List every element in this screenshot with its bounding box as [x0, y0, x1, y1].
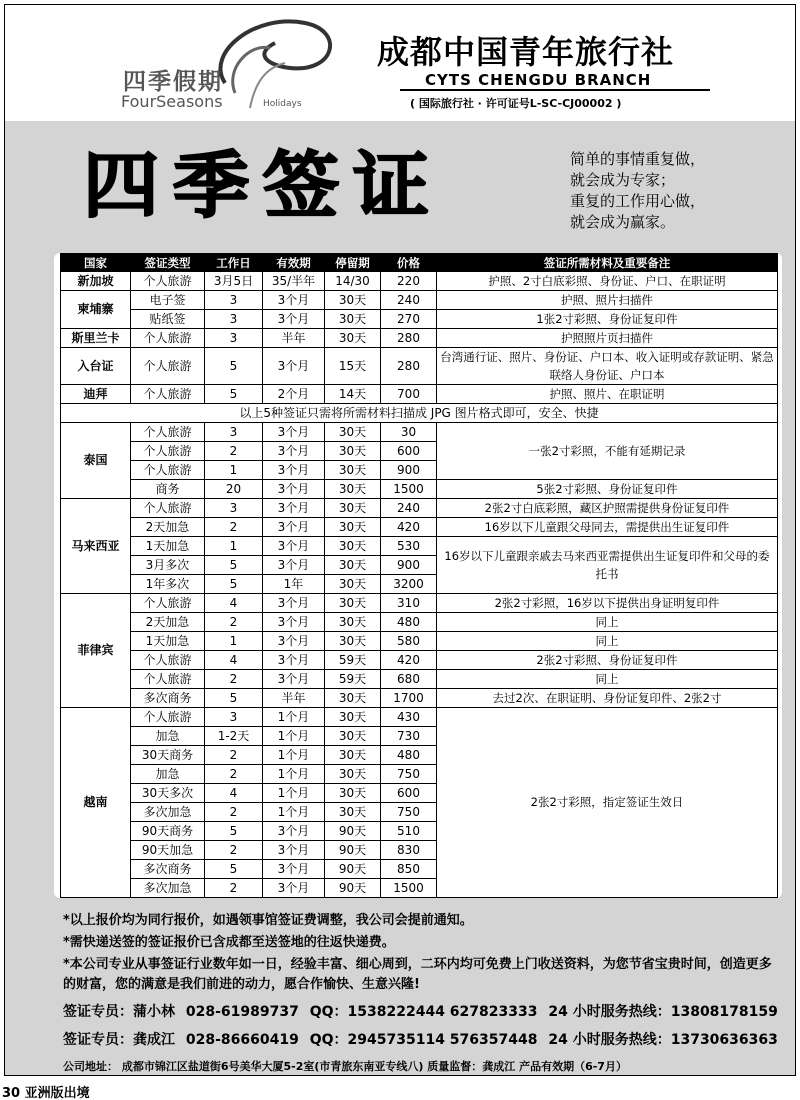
note-cell: 护照、照片扫描件	[437, 291, 778, 310]
company-name-cn: 成都中国青年旅行社	[377, 33, 675, 71]
table-cell: 310	[381, 594, 437, 613]
table-cell: 3	[205, 423, 263, 442]
note-line: *本公司专业从事签证行业数年如一日，经验丰富、细心周到，二环内均可免费上门收送资料，为您节省宝贵时间，创造更多的财富，您的满意是我们前进的动力，愿合作愉快、生意兴隆!	[63, 957, 772, 992]
column-header: 工作日	[205, 254, 263, 272]
table-cell: 240	[381, 499, 437, 518]
table-cell: 750	[381, 765, 437, 784]
table-cell: 420	[381, 518, 437, 537]
table-cell: 2	[205, 518, 263, 537]
table-cell: 1-2天	[205, 727, 263, 746]
table-cell: 530	[381, 537, 437, 556]
country-cell: 菲律宾	[61, 594, 131, 708]
table-cell: 240	[381, 291, 437, 310]
slogan-line: 重复的工作用心做，	[570, 192, 706, 210]
table-cell: 3个月	[263, 651, 325, 670]
table-cell: 1天加急	[131, 537, 205, 556]
table-cell: 1500	[381, 480, 437, 499]
table-cell: 30天	[325, 727, 381, 746]
table-cell: 30天	[325, 613, 381, 632]
table-cell: 1天加急	[131, 632, 205, 651]
table-cell: 90天	[325, 841, 381, 860]
table-cell: 750	[381, 803, 437, 822]
column-header: 停留期	[325, 254, 381, 272]
note-cell: 2张2寸白底彩照，藏区护照需提供身份证复印件	[437, 499, 778, 518]
table-cell: 1个月	[263, 784, 325, 803]
table-cell: 30天	[325, 689, 381, 708]
table-row	[61, 385, 778, 404]
table-cell: 个人旅游	[131, 461, 205, 480]
table-row	[61, 613, 778, 632]
table-cell: 3个月	[263, 594, 325, 613]
table-cell: 280	[381, 348, 437, 385]
table-row	[61, 310, 778, 329]
table-cell: 个人旅游	[131, 423, 205, 442]
table-cell: 5	[205, 556, 263, 575]
slogan-line: 就会成为赢家。	[570, 213, 676, 231]
table-cell: 3个月	[263, 556, 325, 575]
table-cell: 3个月	[263, 442, 325, 461]
contact-hotline: 24 小时服务热线：13808178159	[548, 1004, 778, 1020]
table-cell: 30天	[325, 575, 381, 594]
slogan	[570, 149, 705, 233]
table-cell: 3个月	[263, 518, 325, 537]
table-cell: 2	[205, 442, 263, 461]
table-cell: 30天多次	[131, 784, 205, 803]
table-cell: 30天	[325, 480, 381, 499]
table-cell: 2	[205, 879, 263, 898]
table-cell: 1个月	[263, 727, 325, 746]
table-cell: 个人旅游	[131, 708, 205, 727]
table-cell: 420	[381, 651, 437, 670]
table-cell: 3个月	[263, 291, 325, 310]
table-cell: 3个月	[263, 841, 325, 860]
table-cell: 480	[381, 746, 437, 765]
country-cell: 迪拜	[61, 385, 131, 404]
note-cell: 2张2寸彩照，指定签证生效日	[437, 708, 778, 898]
table-cell: 20	[205, 480, 263, 499]
table-cell: 个人旅游	[131, 594, 205, 613]
contact-phone: 028-61989737	[185, 1004, 299, 1020]
table-row	[61, 499, 778, 518]
table-row	[61, 480, 778, 499]
table-cell: 3个月	[263, 537, 325, 556]
table-cell: 5	[205, 575, 263, 594]
table-cell: 900	[381, 556, 437, 575]
table-cell: 30天	[325, 461, 381, 480]
table-cell: 730	[381, 727, 437, 746]
table-cell: 3个月	[263, 310, 325, 329]
note-cell: 护照、2寸白底彩照、身份证、户口、在职证明	[437, 272, 778, 291]
contacts	[63, 1001, 783, 1057]
table-cell: 2天加急	[131, 518, 205, 537]
table-cell: 半年	[263, 329, 325, 348]
column-header: 价格	[381, 254, 437, 272]
note-cell: 台湾通行证、照片、身份证、户口本、收入证明或存款证明、紧急联络人身份证、户口本	[437, 348, 778, 385]
table-header-row	[61, 254, 778, 272]
table-cell: 个人旅游	[131, 272, 205, 291]
note-cell: 一张2寸彩照，不能有延期记录	[437, 423, 778, 480]
table-cell: 2个月	[263, 385, 325, 404]
contact-row	[63, 1001, 783, 1029]
table-cell: 1年多次	[131, 575, 205, 594]
country-cell: 新加坡	[61, 272, 131, 291]
contact-hotline: 24 小时服务热线：13730636363	[548, 1032, 778, 1048]
table-cell: 2	[205, 670, 263, 689]
table-cell: 1	[205, 537, 263, 556]
scan-note: 以上5种签证只需将所需材料扫描成 JPG 图片格式即可，安全、快捷	[61, 404, 778, 423]
contact-qq: QQ：1538222444 627823333	[309, 1004, 538, 1020]
table-cell: 35/半年	[263, 272, 325, 291]
table-row	[61, 670, 778, 689]
table-cell: 510	[381, 822, 437, 841]
table-cell: 个人旅游	[131, 329, 205, 348]
note-cell: 16岁以下儿童跟亲戚去马来西亚需提供出生证复印件和父母的委托书	[437, 537, 778, 594]
table-row	[61, 348, 778, 385]
table-cell: 30天	[325, 746, 381, 765]
table-cell: 430	[381, 708, 437, 727]
table-cell: 30天	[325, 708, 381, 727]
header	[5, 5, 795, 121]
table-cell: 14天	[325, 385, 381, 404]
table-cell: 30天	[325, 765, 381, 784]
country-cell: 柬埔寨	[61, 291, 131, 329]
table-cell: 多次加急	[131, 803, 205, 822]
note-cell: 16岁以下儿童跟父母同去，需提供出生证复印件	[437, 518, 778, 537]
contact-phone: 028-86660419	[185, 1032, 299, 1048]
note-cell: 2张2寸彩照、身份证复印件	[437, 651, 778, 670]
table-cell: 3个月	[263, 480, 325, 499]
table-cell: 1个月	[263, 708, 325, 727]
table-row	[61, 272, 778, 291]
country-cell: 泰国	[61, 423, 131, 499]
table-cell: 3个月	[263, 461, 325, 480]
table-cell: 220	[381, 272, 437, 291]
table-cell: 5	[205, 689, 263, 708]
table-cell: 个人旅游	[131, 651, 205, 670]
table-cell: 3个月	[263, 348, 325, 385]
table-cell: 个人旅游	[131, 670, 205, 689]
slogan-line: 就会成为专家；	[570, 171, 676, 189]
table-cell: 30天	[325, 594, 381, 613]
table-cell: 3月多次	[131, 556, 205, 575]
table-cell: 90天	[325, 822, 381, 841]
table-cell: 30天	[325, 556, 381, 575]
column-header: 有效期	[263, 254, 325, 272]
table-row	[61, 518, 778, 537]
column-header: 签证所需材料及重要备注	[437, 254, 778, 272]
table-cell: 30天	[325, 291, 381, 310]
table-cell: 个人旅游	[131, 385, 205, 404]
table-cell: 30天商务	[131, 746, 205, 765]
note-cell: 同上	[437, 632, 778, 651]
table-cell: 个人旅游	[131, 499, 205, 518]
table-row	[61, 632, 778, 651]
table-cell: 3月5日	[205, 272, 263, 291]
contact-row	[63, 1029, 783, 1057]
table-cell: 电子签	[131, 291, 205, 310]
page-title: 四季签证	[83, 142, 443, 228]
country-cell: 斯里兰卡	[61, 329, 131, 348]
table-row	[61, 537, 778, 556]
note-cell: 去过2次、在职证明、身份证复印件、2张2寸	[437, 689, 778, 708]
table-cell: 600	[381, 442, 437, 461]
table-cell: 4	[205, 594, 263, 613]
table-cell: 480	[381, 613, 437, 632]
table-row	[61, 423, 778, 442]
table-cell: 个人旅游	[131, 348, 205, 385]
table-row	[61, 594, 778, 613]
column-header: 签证类型	[131, 254, 205, 272]
contact-name: 签证专员：龚成江	[63, 1032, 175, 1048]
table-cell: 5	[205, 348, 263, 385]
note-line: *需快递送签的签证报价已含成都至送签地的往返快递费。	[63, 935, 395, 950]
table-cell: 1	[205, 461, 263, 480]
table-cell: 15天	[325, 348, 381, 385]
table-cell: 14/30	[325, 272, 381, 291]
logo-chinese-text: 四季假期	[123, 69, 223, 95]
notes	[63, 911, 783, 997]
table-cell: 5	[205, 385, 263, 404]
table-cell: 30天	[325, 329, 381, 348]
table-cell: 2天加急	[131, 613, 205, 632]
table-cell: 270	[381, 310, 437, 329]
table-cell: 商务	[131, 480, 205, 499]
note-cell: 1张2寸彩照、身份证复印件	[437, 310, 778, 329]
table-cell: 600	[381, 784, 437, 803]
country-cell: 马来西亚	[61, 499, 131, 594]
table-cell: 30天	[325, 784, 381, 803]
table-cell: 30天	[325, 537, 381, 556]
table-cell: 3个月	[263, 613, 325, 632]
table-cell: 3	[205, 291, 263, 310]
table-row	[61, 651, 778, 670]
main-content	[5, 121, 795, 1075]
table-row	[61, 291, 778, 310]
table-cell: 30天	[325, 632, 381, 651]
table-cell: 1个月	[263, 765, 325, 784]
table-cell: 1700	[381, 689, 437, 708]
table-cell: 59天	[325, 670, 381, 689]
country-cell: 入台证	[61, 348, 131, 385]
table-cell: 半年	[263, 689, 325, 708]
divider	[400, 89, 710, 91]
table-cell: 1个月	[263, 803, 325, 822]
table-cell: 3个月	[263, 860, 325, 879]
visa-price-table	[60, 253, 778, 898]
table-cell: 680	[381, 670, 437, 689]
table-cell: 3个月	[263, 423, 325, 442]
table-cell: 900	[381, 461, 437, 480]
table-cell: 3	[205, 708, 263, 727]
table-cell: 1年	[263, 575, 325, 594]
table-cell: 30天	[325, 518, 381, 537]
table-cell: 850	[381, 860, 437, 879]
table-cell: 3个月	[263, 499, 325, 518]
note-cell: 5张2寸彩照、身份证复印件	[437, 480, 778, 499]
table-cell: 3个月	[263, 879, 325, 898]
table-cell: 580	[381, 632, 437, 651]
contact-qq: QQ：2945735114 576357448	[309, 1032, 538, 1048]
table-cell: 3个月	[263, 670, 325, 689]
table-cell: 700	[381, 385, 437, 404]
column-header: 国家	[61, 254, 131, 272]
table-cell: 830	[381, 841, 437, 860]
table-cell: 30天	[325, 310, 381, 329]
table-cell: 4	[205, 651, 263, 670]
table-cell: 90天	[325, 860, 381, 879]
table-row	[61, 329, 778, 348]
table-row	[61, 708, 778, 727]
table-cell: 30天	[325, 499, 381, 518]
table-cell: 2	[205, 613, 263, 632]
note-line: *以上报价均为同行报价，如遇领事馆签证费调整，我公司会提前通知。	[63, 913, 473, 928]
table-cell: 1	[205, 632, 263, 651]
table-cell: 90天	[325, 879, 381, 898]
table-cell: 30天	[325, 803, 381, 822]
country-cell: 越南	[61, 708, 131, 898]
logo-holidays-text: Holidays	[263, 99, 302, 109]
table-cell: 30	[381, 423, 437, 442]
visa-price-table-wrapper	[54, 253, 782, 898]
table-cell: 59天	[325, 651, 381, 670]
table-cell: 3	[205, 329, 263, 348]
note-cell: 护照照片页扫描件	[437, 329, 778, 348]
table-cell: 贴纸签	[131, 310, 205, 329]
note-cell: 同上	[437, 613, 778, 632]
table-cell: 280	[381, 329, 437, 348]
note-cell: 同上	[437, 670, 778, 689]
note-cell: 护照、照片、在职证明	[437, 385, 778, 404]
page-footer: 30 亚洲版出境	[2, 1086, 90, 1100]
table-row	[61, 404, 778, 423]
table-cell: 3200	[381, 575, 437, 594]
table-cell: 加急	[131, 765, 205, 784]
table-cell: 2	[205, 746, 263, 765]
logo-english-text: FourSeasons	[121, 92, 223, 111]
license-number: ( 国际旅行社 · 许可证号L-SC-CJ00002 )	[410, 97, 622, 110]
note-cell: 2张2寸彩照，16岁以下提供出身证明复印件	[437, 594, 778, 613]
table-cell: 90天加急	[131, 841, 205, 860]
table-cell: 5	[205, 860, 263, 879]
table-cell: 3个月	[263, 632, 325, 651]
table-cell: 1个月	[263, 746, 325, 765]
table-cell: 个人旅游	[131, 442, 205, 461]
table-cell: 多次加急	[131, 879, 205, 898]
company-address: 公司地址： 成都市锦江区盐道街6号美华大厦5-2室(市青旅东南亚专线八) 质量监督：龚成江 产品有效期（6-7月）	[63, 1060, 627, 1073]
table-cell: 2	[205, 841, 263, 860]
table-cell: 4	[205, 784, 263, 803]
table-cell: 5	[205, 822, 263, 841]
table-cell: 3	[205, 310, 263, 329]
table-cell: 2	[205, 765, 263, 784]
table-row	[61, 689, 778, 708]
table-cell: 加急	[131, 727, 205, 746]
table-cell: 30天	[325, 442, 381, 461]
slogan-line: 简单的事情重复做，	[570, 150, 706, 168]
table-cell: 30天	[325, 423, 381, 442]
table-cell: 多次商务	[131, 689, 205, 708]
table-cell: 多次商务	[131, 860, 205, 879]
company-name-en: CYTS CHENGDU BRANCH	[425, 71, 652, 89]
table-cell: 2	[205, 803, 263, 822]
contact-name: 签证专员：蒲小林	[63, 1004, 175, 1020]
table-cell: 1500	[381, 879, 437, 898]
page-frame	[4, 4, 796, 1076]
table-cell: 3	[205, 499, 263, 518]
table-cell: 90天商务	[131, 822, 205, 841]
table-cell: 3个月	[263, 822, 325, 841]
